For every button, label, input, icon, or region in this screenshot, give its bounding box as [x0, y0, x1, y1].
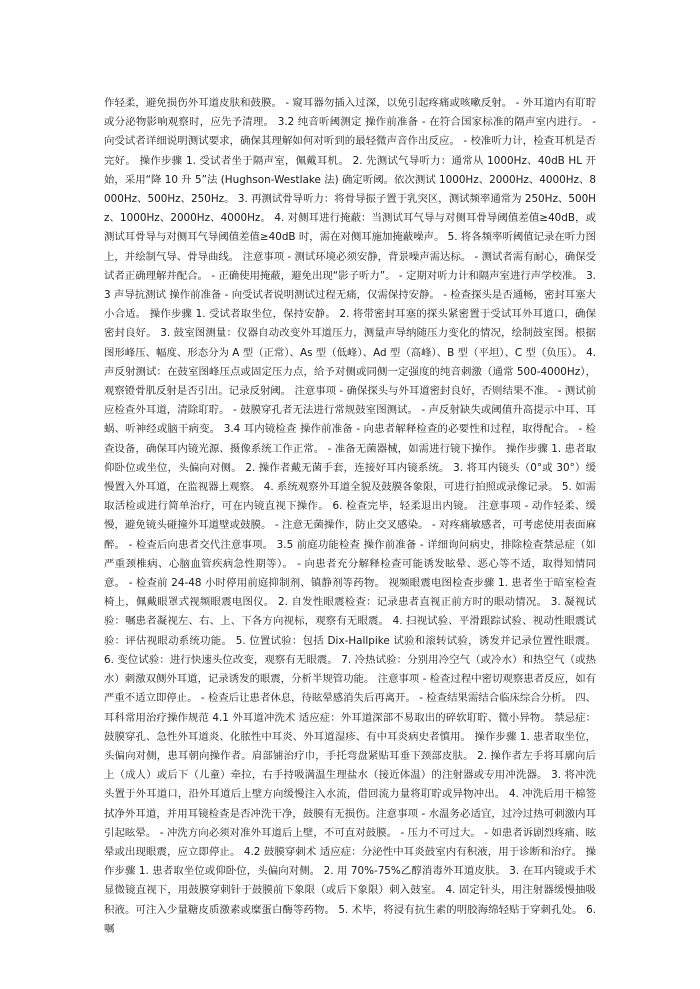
- document-page: [104, 94, 596, 939]
- body-paragraph: 作轻柔，避免损伤外耳道皮肤和鼓膜。 - 窥耳器勿插入过深，以免引起疼痛或咳嗽反射。 - 外耳道内有耵聍或分泌物影响观察时，应先予清理。 3.2 纯音听阈测定 操作前准备 - 在符合国家标准的隔声室内进行。 - 向受试者详细说明测试要求，确保其理解如何对听到的最轻微声音作出反应。 - 校准听力计，检查耳机是否完好。 操作步骤 1. 受试者坐于隔声室，佩戴耳机。 2. 先测试气导听力：通常从 1000Hz、40dB HL 开始，采用“降 10 升 5”法 (Hughson-Westlake 法) 确定听阈。依次测试 1000Hz、2000Hz、4000Hz、8000Hz、500Hz、250Hz。 3. 再测试骨导听力：将骨导振子置于乳突区，测试频率通常为 250Hz、500Hz、1000Hz、2000Hz、4000Hz。 4. 对侧耳进行掩蔽：当测试耳气导与对侧耳骨导阈值差值≥40dB，或测试耳骨导与对侧耳气导阈值差值≥40dB 时，需在对侧耳施加掩蔽噪声。 5. 将各频率听阈值记录在听力图上，并绘制气导、骨导曲线。 注意事项 - 测试环境必须安静，背景噪声需达标。 - 测试者需有耐心，确保受试者正确理解并配合。 - 正确使用掩蔽，避免出现“影子听力”。 - 定期对听力计和隔声室进行声学校准。 3.3 声导抗测试 操作前准备 - 向受试者说明测试过程无痛，仅需保持安静。 - 检查探头是否通畅，密封耳塞大小合适。 操作步骤 1. 受试者取坐位，保持安静。 2. 将带密封耳塞的探头紧密置于受试耳外耳道口，确保密封良好。 3. 鼓室图测量：仪器自动改变外耳道压力，测量声导纳随压力变化的情况，绘制鼓室图。根据图形峰压、幅度、形态分为 A 型（正常）、As 型（低峰）、Ad 型（高峰）、B 型（平坦）、C 型（负压）。 4. 声反射测试：在鼓室图峰压点或固定压力点，给予对侧或同侧一定强度的纯音刺激（通常 500-4000Hz），观察镫骨肌反射是否引出。记录反射阈。 注意事项 - 确保探头与外耳道密封良好，否则结果不准。 - 测试前应检查外耳道，清除耵聍。 - 鼓膜穿孔者无法进行常规鼓室图测试。 - 声反射缺失或阈值升高提示中耳、耳蜗、听神经或脑干病变。 3.4 耳内镜检查 操作前准备 - 向患者解释检查的必要性和过程，取得配合。 - 检查设备，确保耳内镜光源、摄像系统工作正常。 - 准备无菌器械，如需进行镜下操作。 操作步骤 1. 患者取仰卧位或坐位，头偏向对侧。 2. 操作者戴无菌手套，连接好耳内镜系统。 3. 将耳内镜头（0°或 30°）缓慢置入外耳道，在监视器上观察。 4. 系统观察外耳道全貌及鼓膜各象限，可进行拍照或录像记录。 5. 如需取活检或进行简单治疗，可在内镜直视下操作。 6. 检查完毕，轻柔退出内镜。 注意事项 - 动作轻柔、缓慢，避免镜头碰撞外耳道壁或鼓膜。 - 注意无菌操作，防止交叉感染。 - 对疼痛敏感者，可考虑使用表面麻醉。 - 检查后向患者交代注意事项。 3.5 前庭功能检查 操作前准备 - 详细询问病史，排除检查禁忌症（如严重颈椎病、心脑血管疾病急性期等）。 - 向患者充分解释检查可能诱发眩晕、恶心等不适，取得知情同意。 - 检查前 24-48 小时停用前庭抑制剂、镇静剂等药物。 视频眼震电图检查步骤 1. 患者坐于暗室检查椅上，佩戴眼罩式视频眼震电图仪。 2. 自发性眼震检查：记录患者直视正前方时的眼动情况。 3. 凝视试验：嘱患者凝视左、右、上、下各方向视标，观察有无眼震。 4. 扫视试验、平滑跟踪试验、视动性眼震试验：评估视眼动系统功能。 5. 位置试验：包括 Dix-Hallpike 试验和滚转试验，诱发并记录位置性眼震。 6. 变位试验：进行快速头位改变，观察有无眼震。 7. 冷热试验：分别用冷空气（或冷水）和热空气（或热水）刺激双侧外耳道，记录诱发的眼震，分析半规管功能。 注意事项 - 检查过程中密切观察患者反应，如有严重不适立即停止。 - 检查后让患者休息，待眩晕感消失后再离开。 - 检查结果需结合临床综合分析。 四、耳科常用治疗操作规范 4.1 外耳道冲洗术 适应症：外耳道深部不易取出的碎软耵聍、微小异物。 禁忌症：鼓膜穿孔、急性外耳道炎、化脓性中耳炎、外耳道湿疹、有中耳炎病史者慎用。 操作步骤 1. 患者取坐位，头偏向对侧，患耳朝向操作者。肩部铺治疗巾，手托弯盘紧贴耳垂下颈部皮肤。 2. 操作者左手将耳廓向后上（成人）或后下（儿童）牵拉，右手持吸满温生理盐水（接近体温）的注射器或专用冲洗器。 3. 将冲洗头置于外耳道口，沿外耳道后上壁方向缓慢注入水流，借回流力量将耵聍或异物冲出。 4. 冲洗后用干棉签拭净外耳道，并用耳镜检查是否冲洗干净，鼓膜有无损伤。注意事项 - 水温务必适宜，过冷过热可刺激内耳引起眩晕。 - 冲洗方向必须对准外耳道后上壁，不可直对鼓膜。 - 压力不可过大。 - 如患者诉剧烈疼痛、眩晕或出现眼震，应立即停止。 4.2 鼓膜穿刺术 适应症：分泌性中耳炎鼓室内有积液，用于诊断和治疗。 操作步骤 1. 患者取坐位或仰卧位，头偏向对侧。 2. 用 70%-75%乙醇消毒外耳道皮肤。 3. 在耳内镜或手术显微镜直视下，用鼓膜穿刺针于鼓膜前下象限（或后下象限）刺入鼓室。 4. 固定针头，用注射器缓慢抽吸积液。可注入少量糖皮质激素或糜蛋白酶等药物。 5. 术毕，将浸有抗生素的明胶海绵轻贴于穿刺孔处。 6. 嘱: [104, 97, 596, 935]
